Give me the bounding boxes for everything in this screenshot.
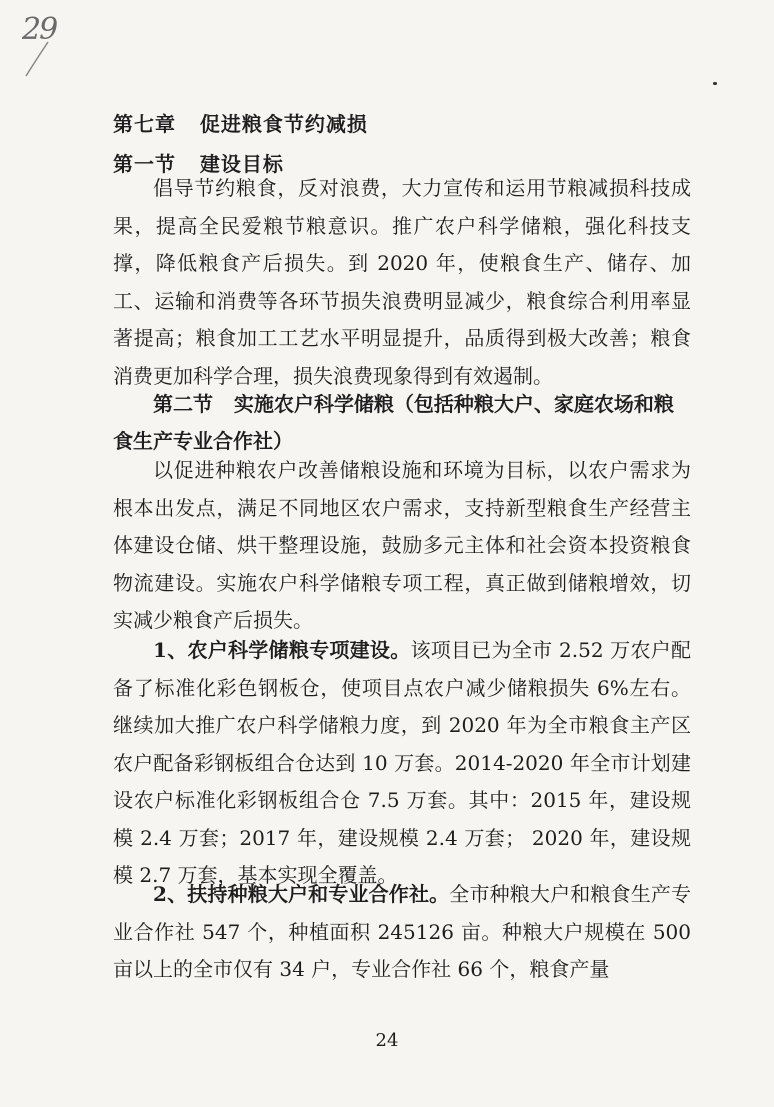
section-2-number: 第二节 bbox=[153, 392, 213, 416]
item-2-body: 全市种粮大户和粮食生产专业合作社 547 个，种植面积 245126 亩。种粮大户规模在 500 亩以上的全市仅有 34 户，专业合作社 66 个，粮食产量 bbox=[113, 882, 692, 981]
speck-mark bbox=[713, 82, 717, 85]
section-2-title: 实施农户科学储粮（包括种粮大户、家庭农场和粮食生产专业合作社） bbox=[113, 392, 674, 453]
section-1-paragraph: 倡导节约粮食，反对浪费，大力宣传和运用节粮减损科技成果，提高全民爱粮节粮意识。推广农户科学储粮，强化科技支撑，降低粮食产后损失。到 2020 年，使粮食生产、储存、加工、运输和消费等各环节损失浪费明显减少，粮食综合利用率显著提高；粮食加工工艺水平明显提升，品质得到极大改善；粮食消费更加科学合理，损失浪费现象得到有效遏制。 bbox=[113, 176, 691, 388]
item-2-paragraph bbox=[113, 876, 691, 989]
pen-stroke-mark bbox=[22, 40, 52, 80]
item-1-paragraph bbox=[113, 632, 691, 895]
chapter-number: 第七章 bbox=[113, 112, 176, 136]
section-2-paragraph: 以促进种粮农户改善储粮设施和环境为目标，以农户需求为根本出发点，满足不同地区农户需求，支持新型粮食生产经营主体建设仓储、烘干整理设施，鼓励多元主体和社会资本投资粮食物流建设。实施农户科学储粮专项工程，真正做到储粮增效，切实减少粮食产后损失。 bbox=[113, 458, 691, 632]
chapter-title: 促进粮食节约减损 bbox=[199, 112, 368, 136]
section-1-number: 第一节 bbox=[113, 152, 176, 176]
page-number: 24 bbox=[375, 1030, 399, 1051]
item-2-title: 2、扶持种粮大户和专业合作社。 bbox=[153, 882, 450, 906]
section-2-heading bbox=[113, 386, 691, 460]
chapter-heading bbox=[113, 108, 691, 137]
item-1-body: 该项目已为全市 2.52 万农户配备了标准化彩色钢板仓，使项目点农户减少储粮损失 6%左右。继续加大推广农户科学储粮力度，到 2020 年为全市粮食主产区农户配备彩钢板组合仓达到 10 万套。2014-2020 年全市计划建设农户标准化彩钢板组合仓 7.5 万套。其中：2015 年，建设规模 2.4 万套；2017 年，建设规模 2.4 万套； 2020 年，建设规模 2.7 万套，基本实现全覆盖。 bbox=[113, 638, 691, 887]
item-1-title: 1、农户科学储粮专项建设。 bbox=[153, 638, 411, 662]
handwritten-page-mark: 29 bbox=[22, 12, 57, 47]
section-1-title: 建设目标 bbox=[199, 152, 284, 176]
